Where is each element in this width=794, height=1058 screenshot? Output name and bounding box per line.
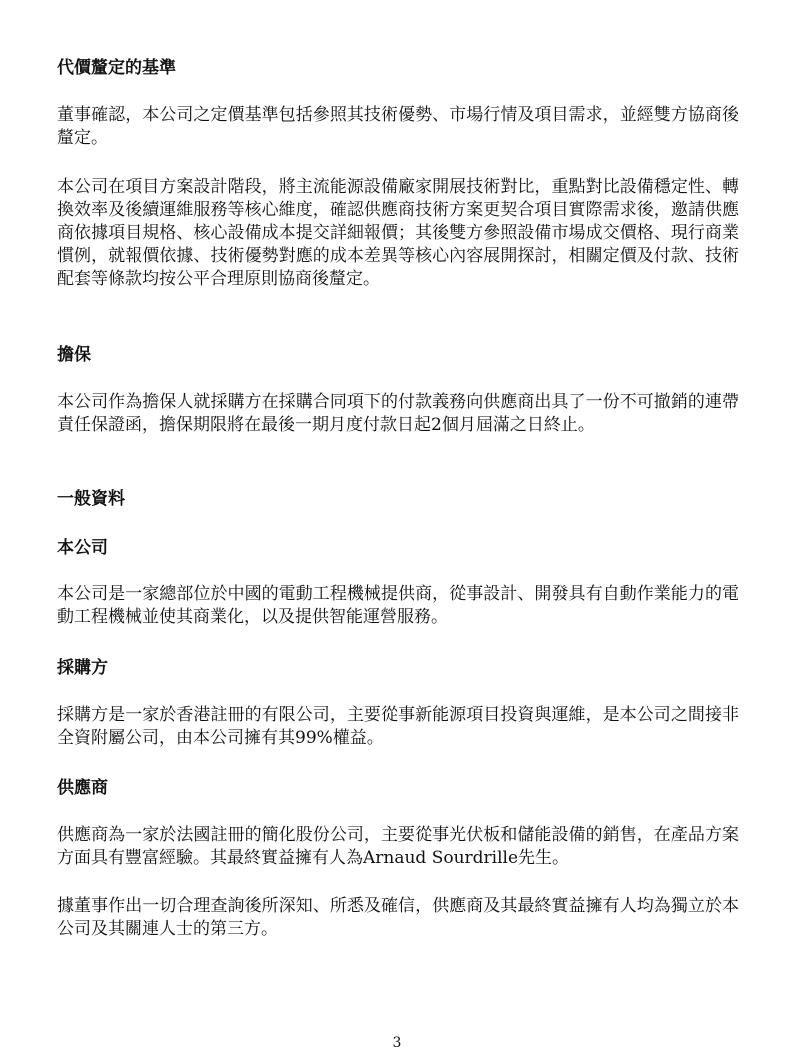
pricing-heading: 代價釐定的基準 — [57, 58, 176, 78]
guarantee-heading: 擔保 — [57, 345, 91, 365]
pricing-paragraph-2: 本公司在項目方案設計階段，將主流能源設備廠家開展技術對比，重點對比設備穩定性、轉換效率及後續運維服務等核心維度，確認供應商技術方案更契合項目實際需求後，邀請供應商依據項目規格、核心設備成本提交詳細報價；其後雙方參照設備市場成交價格、現行商業慣例，就報價依據、技術優勢對應的成本差異等核心內容展開探討，相關定價及付款、技術配套等條款均按公平合理原則協商後釐定。 — [57, 177, 739, 289]
guarantee-paragraph: 本公司作為擔保人就採購方在採購合同項下的付款義務向供應商出具了一份不可撤銷的連帶責任保證函，擔保期限將在最後一期月度付款日起2個月屆滿之日終止。 — [57, 392, 739, 435]
company-paragraph: 本公司是一家總部位於中國的電動工程機械提供商，從事設計、開發具有自動作業能力的電動工程機械並使其商業化，以及提供智能運營服務。 — [57, 584, 739, 627]
page-number: 3 — [392, 1035, 402, 1051]
purchaser-paragraph: 採購方是一家於香港註冊的有限公司，主要從事新能源項目投資與運維，是本公司之間接非全資附屬公司，由本公司擁有其99%權益。 — [57, 705, 739, 748]
supplier-subheading: 供應商 — [57, 778, 108, 798]
general-info-heading: 一般資料 — [57, 489, 125, 509]
supplier-paragraph-1: 供應商為一家於法國註冊的簡化股份公司，主要從事光伏板和儲能設備的銷售，在產品方案方面具有豐富經驗。其最終實益擁有人為Arnaud Sourdrille先生。 — [57, 825, 739, 868]
supplier-paragraph-2: 據董事作出一切合理查詢後所深知、所悉及確信，供應商及其最終實益擁有人均為獨立於本公司及其關連人士的第三方。 — [57, 896, 739, 939]
company-subheading: 本公司 — [57, 538, 108, 558]
purchaser-subheading: 採購方 — [57, 658, 108, 678]
pricing-paragraph-1: 董事確認，本公司之定價基準包括參照其技術優勢、市場行情及項目需求，並經雙方協商後釐定。 — [57, 105, 739, 148]
